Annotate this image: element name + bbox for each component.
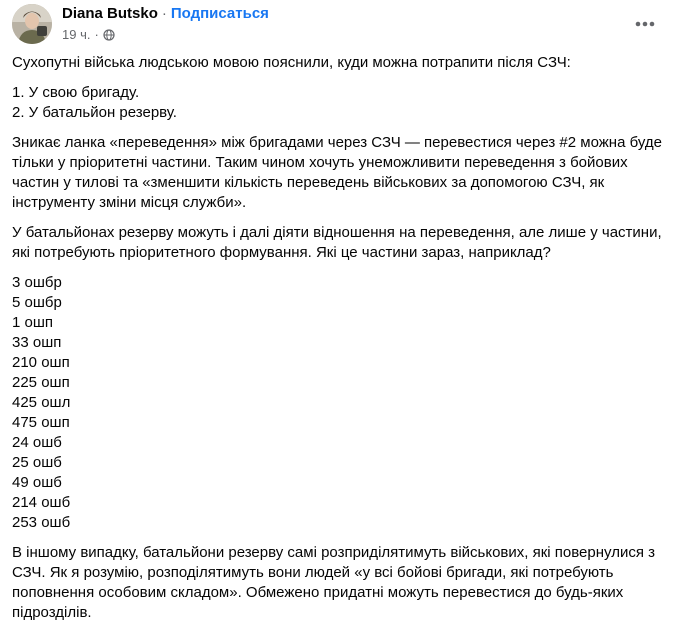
text-line: У батальйонах резерву можуть і далі діяти відношення на переведення, але лише у частини, [12,224,662,241]
avatar[interactable] [12,4,52,44]
text-line: В іншому випадку, батальйони резерву самі розприділятимуть військових, які повернулися з [12,544,655,561]
unit-item: 1 ошп [12,314,54,331]
text-line: СЗЧ. Як я розумію, розподілятимуть вони людей «у всі бойові бригади, які потребують [12,564,614,581]
post-header [12,4,663,44]
more-options-button[interactable] [627,6,663,42]
unit-item: 33 ошп [12,334,62,351]
text-line: підрозділів. [12,604,92,621]
option-item: 2. У батальйон резерву. [12,104,177,121]
post-timestamp[interactable]: 19 ч. [62,27,91,42]
unit-item: 475 ошп [12,414,70,431]
option-item: 1. У свою бригаду. [12,84,140,101]
author-name[interactable]: Diana Butsko [62,5,158,22]
globe-icon [103,28,115,46]
unit-item: 253 ошб [12,514,71,531]
more-horizontal-icon [635,21,655,27]
paragraph-reserve [12,223,662,263]
unit-item: 24 ошб [12,434,62,451]
paragraph-intro: Сухопутні війська людською мовою пояснили, куди можна потрапити після СЗЧ: [12,54,571,71]
unit-item: 425 ошл [12,394,71,411]
unit-item: 5 ошбр [12,294,62,311]
unit-item: 225 ошп [12,374,70,391]
unit-item: 25 ошб [12,454,62,471]
paragraph-transfer [12,133,662,213]
text-line: тільки у пріоритетні частини. Таким чином хочуть унеможливити переведення з бойових [12,154,628,171]
unit-item: 49 ошб [12,474,62,491]
post-meta [62,26,115,46]
meta-separator: · [94,27,99,42]
avatar-image [12,4,52,44]
text-line: поповнення особовим складом». Обмежено придатні можуть перевестися до будь-яких [12,584,624,601]
text-line: які потребують пріоритетного формування. Які це частини зараз, наприклад? [12,244,551,261]
unit-item: 214 ошб [12,494,71,511]
separator-dot: · [161,5,167,22]
paragraph-other-case [12,543,662,623]
text-line: частин у тилові та «зменшити кількість переведень військових за допомогою СЗЧ, як [12,174,605,191]
subscribe-button[interactable]: Подписаться [170,5,269,22]
unit-item: 210 ошп [12,354,70,371]
unit-item: 3 ошбр [12,274,62,291]
text-line: інструменту зміни місця служби». [12,194,247,211]
post-text [12,53,662,633]
author-line [62,4,269,24]
text-line: Зникає ланка «переведення» між бригадами через СЗЧ — перевестися через #2 можна буде [12,134,662,151]
